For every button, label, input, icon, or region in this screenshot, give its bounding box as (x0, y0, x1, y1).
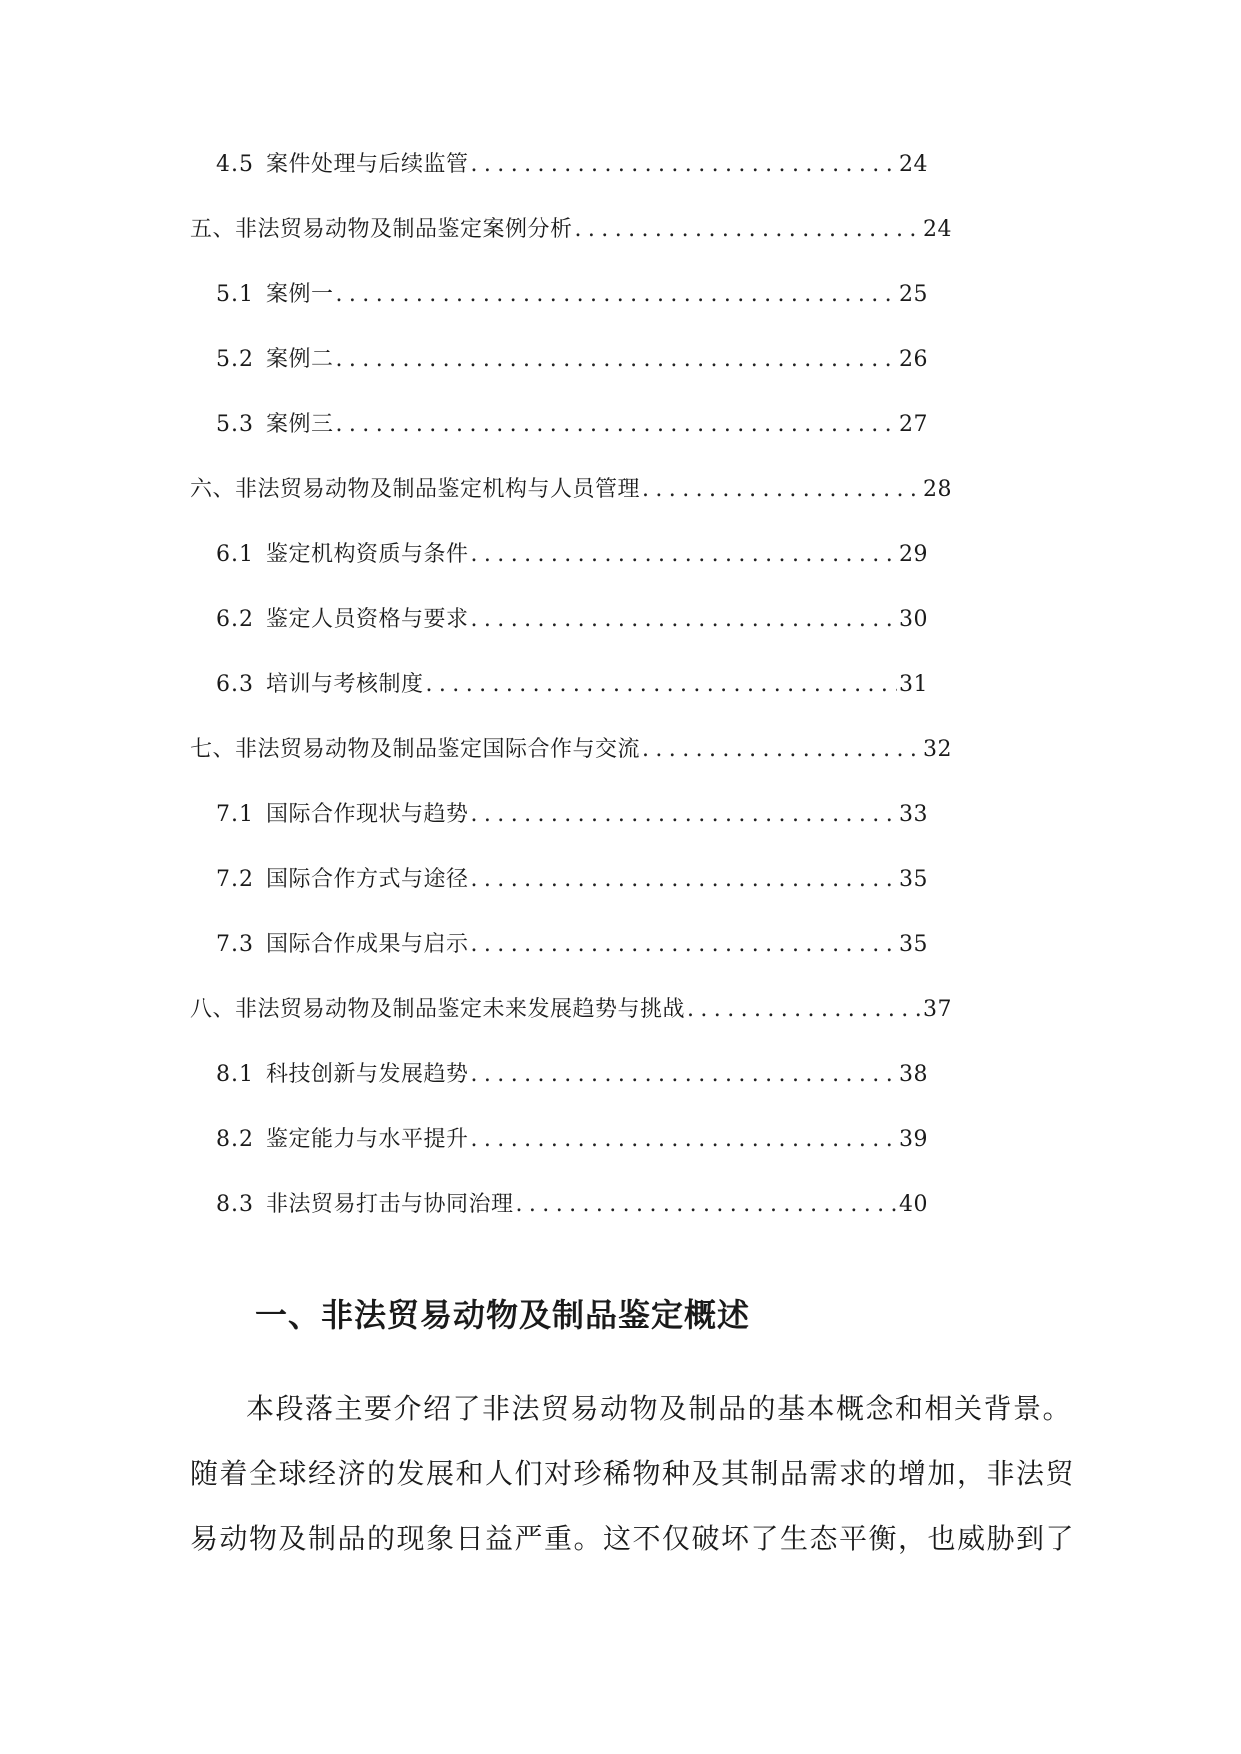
toc-entry[interactable] (190, 1188, 950, 1253)
toc-entry-title: 案件处理与后续监管 (266, 152, 469, 177)
toc-entry-page: 29 (899, 542, 928, 567)
toc-entry[interactable] (190, 603, 950, 668)
toc-leader-dots (687, 993, 921, 1027)
toc-entry-number: 8.2 (216, 1127, 254, 1152)
toc-entry-title: 五、非法贸易动物及制品鉴定案例分析 (190, 217, 573, 242)
toc-entry-number: 5.1 (216, 282, 254, 307)
toc-entry-page: 30 (899, 607, 928, 632)
toc-entry[interactable] (190, 798, 950, 863)
toc-entry-number: 6.1 (216, 542, 254, 567)
toc-entry[interactable] (190, 278, 950, 343)
toc-entry-title: 六、非法贸易动物及制品鉴定机构与人员管理 (190, 477, 641, 502)
toc-entry-number: 8.1 (216, 1062, 254, 1087)
toc-entry-number: 5.3 (216, 412, 254, 437)
toc-entry-page: 32 (923, 737, 952, 762)
toc-entry[interactable] (190, 148, 950, 213)
toc-entry[interactable] (190, 1123, 950, 1188)
toc-entry-number: 6.2 (216, 607, 254, 632)
toc-leader-dots (336, 278, 897, 312)
toc-entry-page: 40 (899, 1192, 928, 1217)
toc-entry[interactable] (190, 1058, 950, 1123)
toc-entry-title: 七、非法贸易动物及制品鉴定国际合作与交流 (190, 737, 641, 762)
toc-entry-page: 35 (899, 867, 928, 892)
toc-leader-dots (471, 1058, 897, 1092)
toc-leader-dots (471, 928, 897, 962)
toc-entry-title: 案例一 (266, 282, 334, 307)
toc-entry-page: 38 (899, 1062, 928, 1087)
toc-entry[interactable] (190, 408, 950, 473)
toc-leader-dots (336, 343, 897, 377)
toc-chapter-entry[interactable] (190, 993, 950, 1058)
paragraph-line: 易动物及制品的现象日益严重。这不仅破坏了生态平衡，也威胁到了 (190, 1522, 1076, 1555)
toc-entry-page: 31 (899, 672, 928, 697)
toc-entry-page: 33 (899, 802, 928, 827)
toc-leader-dots (471, 148, 897, 182)
section-paragraph (190, 1376, 1095, 1571)
paragraph-line: 随着全球经济的发展和人们对珍稀物种及其制品需求的增加，非法贸 (190, 1457, 1076, 1490)
toc-chapter-entry[interactable] (190, 213, 950, 278)
section-heading: 一、非法贸易动物及制品鉴定概述 (255, 1296, 751, 1334)
toc-entry-number: 7.3 (216, 932, 254, 957)
toc-entry-title: 国际合作现状与趋势 (266, 802, 469, 827)
toc-entry[interactable] (190, 928, 950, 993)
toc-leader-dots (642, 733, 921, 767)
toc-entry-title: 鉴定人员资格与要求 (266, 607, 469, 632)
toc-entry-title: 国际合作方式与途径 (266, 867, 469, 892)
toc-entry[interactable] (190, 538, 950, 603)
toc-chapter-entry[interactable] (190, 473, 950, 538)
toc-entry-title: 鉴定能力与水平提升 (266, 1127, 469, 1152)
toc-entry-page: 37 (923, 997, 952, 1022)
toc-leader-dots (516, 1188, 897, 1222)
toc-entry[interactable] (190, 343, 950, 408)
toc-entry-title: 八、非法贸易动物及制品鉴定未来发展趋势与挑战 (190, 997, 686, 1022)
toc-entry-page: 25 (899, 282, 928, 307)
toc-leader-dots (471, 538, 897, 572)
toc-entry[interactable] (190, 863, 950, 928)
toc-entry-number: 8.3 (216, 1192, 254, 1217)
toc-entry-title: 非法贸易打击与协同治理 (266, 1192, 514, 1217)
toc-chapter-entry[interactable] (190, 733, 950, 798)
toc-entry-title: 鉴定机构资质与条件 (266, 542, 469, 567)
table-of-contents (190, 148, 950, 1253)
toc-entry-number: 7.2 (216, 867, 254, 892)
toc-entry-page: 35 (899, 932, 928, 957)
toc-leader-dots (642, 473, 921, 507)
toc-entry-page: 27 (899, 412, 928, 437)
toc-entry-title: 案例二 (266, 347, 334, 372)
toc-entry-title: 案例三 (266, 412, 334, 437)
toc-entry-page: 26 (899, 347, 928, 372)
toc-leader-dots (336, 408, 897, 442)
toc-leader-dots (575, 213, 921, 247)
toc-entry-title: 培训与考核制度 (266, 672, 424, 697)
toc-entry-title: 国际合作成果与启示 (266, 932, 469, 957)
toc-leader-dots (471, 798, 897, 832)
toc-entry-number: 7.1 (216, 802, 254, 827)
toc-entry-number: 4.5 (216, 152, 254, 177)
toc-entry-number: 6.3 (216, 672, 254, 697)
toc-leader-dots (426, 668, 897, 702)
toc-entry-page: 24 (923, 217, 952, 242)
paragraph-line: 本段落主要介绍了非法贸易动物及制品的基本概念和相关背景。 (246, 1392, 1073, 1425)
toc-entry-number: 5.2 (216, 347, 254, 372)
toc-entry-page: 39 (899, 1127, 928, 1152)
toc-leader-dots (471, 1123, 897, 1157)
toc-entry-page: 28 (923, 477, 952, 502)
toc-leader-dots (471, 603, 897, 637)
toc-entry[interactable] (190, 668, 950, 733)
toc-entry-title: 科技创新与发展趋势 (266, 1062, 469, 1087)
toc-entry-page: 24 (899, 152, 928, 177)
toc-leader-dots (471, 863, 897, 897)
